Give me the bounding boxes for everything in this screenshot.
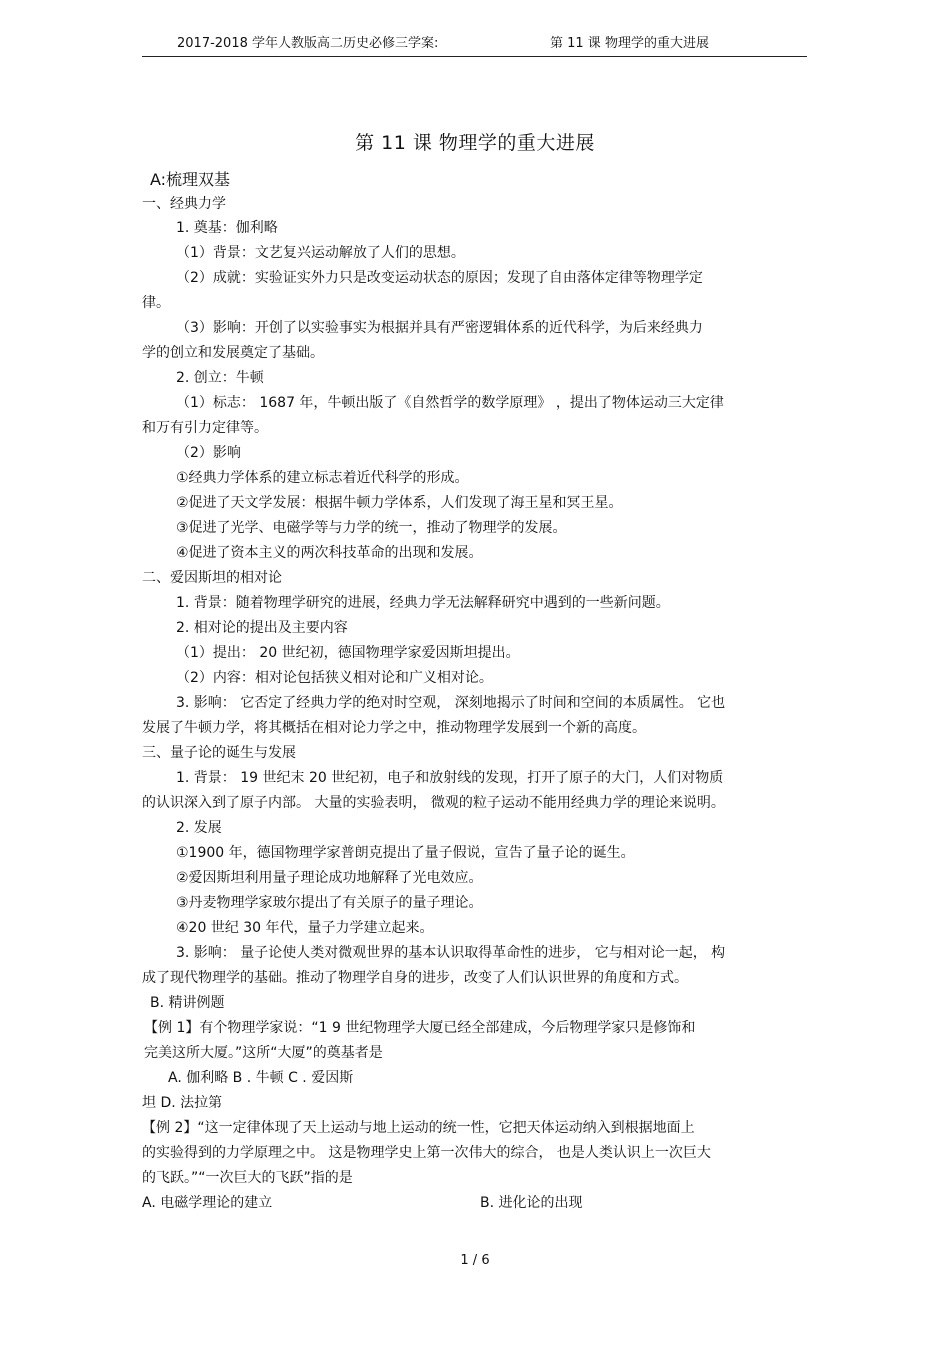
answer-options: 坦 D. 法拉第 [142, 1095, 223, 1111]
example-question: 【例 2】“这一定律体现了天上运动与地上运动的统一性，它把天体运动纳入到根据地面上 [142, 1120, 695, 1136]
text-line: ③促进了光学、电磁学等与力学的统一，推动了物理学的发展。 [176, 520, 567, 536]
text-line: ④促进了资本主义的两次科技革命的出现和发展。 [176, 545, 483, 561]
text-line: 2. 发展 [176, 820, 222, 836]
example-question: 的飞跃。”“一次巨大的飞跃”指的是 [142, 1170, 353, 1186]
answer-option-b: B. 进化论的出现 [480, 1195, 583, 1211]
section-heading-2: 二、爱因斯坦的相对论 [142, 570, 282, 586]
text-line: 发展了牛顿力学，将其概括在相对论力学之中，推动物理学发展到一个新的高度。 [142, 720, 646, 736]
text-line: （1）标志： 1687 年，牛顿出版了《自然哲学的数学原理》 ，提出了物体运动三大定律 [176, 395, 724, 411]
example-question: 的实验得到的力学原理之中。 这是物理学史上第一次伟大的综合， 也是人类认识上一次巨大 [142, 1145, 711, 1161]
text-line: （3）影响：开创了以实验事实为根据并具有严密逻辑体系的近代科学，为后来经典力 [176, 320, 703, 336]
page-number: 1 / 6 [460, 1253, 490, 1268]
example-question: 【例 1】有个物理学家说：“1 9 世纪物理学大厦已经全部建成，今后物理学家只是修饰和 [144, 1020, 696, 1036]
answer-options: A. 伽利略 B . 牛顿 C . 爱因斯 [168, 1070, 354, 1086]
text-line: （1）背景：文艺复兴运动解放了人们的思想。 [176, 245, 465, 261]
section-heading-b: B. 精讲例题 [150, 995, 225, 1011]
text-line: ④20 世纪 30 年代，量子力学建立起来。 [176, 920, 434, 936]
text-line: ②爱因斯坦利用量子理论成功地解释了光电效应。 [176, 870, 483, 886]
text-line: （1）提出： 20 世纪初，德国物理学家爱因斯坦提出。 [176, 645, 520, 661]
section-heading-3: 三、量子论的诞生与发展 [142, 745, 296, 761]
text-line: ①经典力学体系的建立标志着近代科学的形成。 [176, 470, 469, 486]
text-line: 3. 影响： 它否定了经典力学的绝对时空观， 深刻地揭示了时间和空间的本质属性。 它也 [176, 695, 726, 711]
page-header [142, 34, 807, 57]
section-heading-a: A:梳理双基 [150, 170, 231, 189]
text-line: ③丹麦物理学家玻尔提出了有关原子的量子理论。 [176, 895, 483, 911]
page-title: 第 11 课 物理学的重大进展 [355, 132, 595, 154]
text-line: 和万有引力定律等。 [142, 420, 268, 436]
answer-option-a: A. 电磁学理论的建立 [142, 1195, 273, 1211]
text-line: 1. 奠基：伽利略 [176, 220, 278, 236]
text-line: 的认识深入到了原子内部。 大量的实验表明， 微观的粒子运动不能用经典力学的理论来说明。 [142, 795, 725, 811]
text-line: 2. 相对论的提出及主要内容 [176, 620, 348, 636]
text-line: 成了现代物理学的基础。推动了物理学自身的进步，改变了人们认识世界的角度和方式。 [142, 970, 688, 986]
text-line: 3. 影响： 量子论使人类对微观世界的基本认识取得革命性的进步， 它与相对论一起， 构 [176, 945, 726, 961]
text-line: 1. 背景： 19 世纪末 20 世纪初，电子和放射线的发现，打开了原子的大门，人们对物质 [176, 770, 724, 786]
example-question: 完美这所大厦。”这所“大厦”的奠基者是 [144, 1045, 383, 1061]
text-line: 学的创立和发展奠定了基础。 [142, 345, 324, 361]
section-heading-1: 一、经典力学 [142, 196, 226, 212]
text-line: 1. 背景：随着物理学研究的进展，经典力学无法解释研究中遇到的一些新问题。 [176, 595, 670, 611]
header-course-title: 2017-2018 学年人教版高二历史必修三学案: [177, 36, 439, 51]
text-line: 律。 [142, 295, 170, 311]
text-line: ①1900 年，德国物理学家普朗克提出了量子假说，宣告了量子论的诞生。 [176, 845, 635, 861]
text-line: （2）成就：实验证实外力只是改变运动状态的原因；发现了自由落体定律等物理学定 [176, 270, 703, 286]
text-line: 2. 创立：牛顿 [176, 370, 264, 386]
text-line: ②促进了天文学发展：根据牛顿力学体系，人们发现了海王星和冥王星。 [176, 495, 623, 511]
text-line: （2）影响 [176, 445, 241, 461]
header-lesson-title: 第 11 课 物理学的重大进展 [550, 36, 709, 51]
text-line: （2）内容：相对论包括狭义相对论和广义相对论。 [176, 670, 493, 686]
